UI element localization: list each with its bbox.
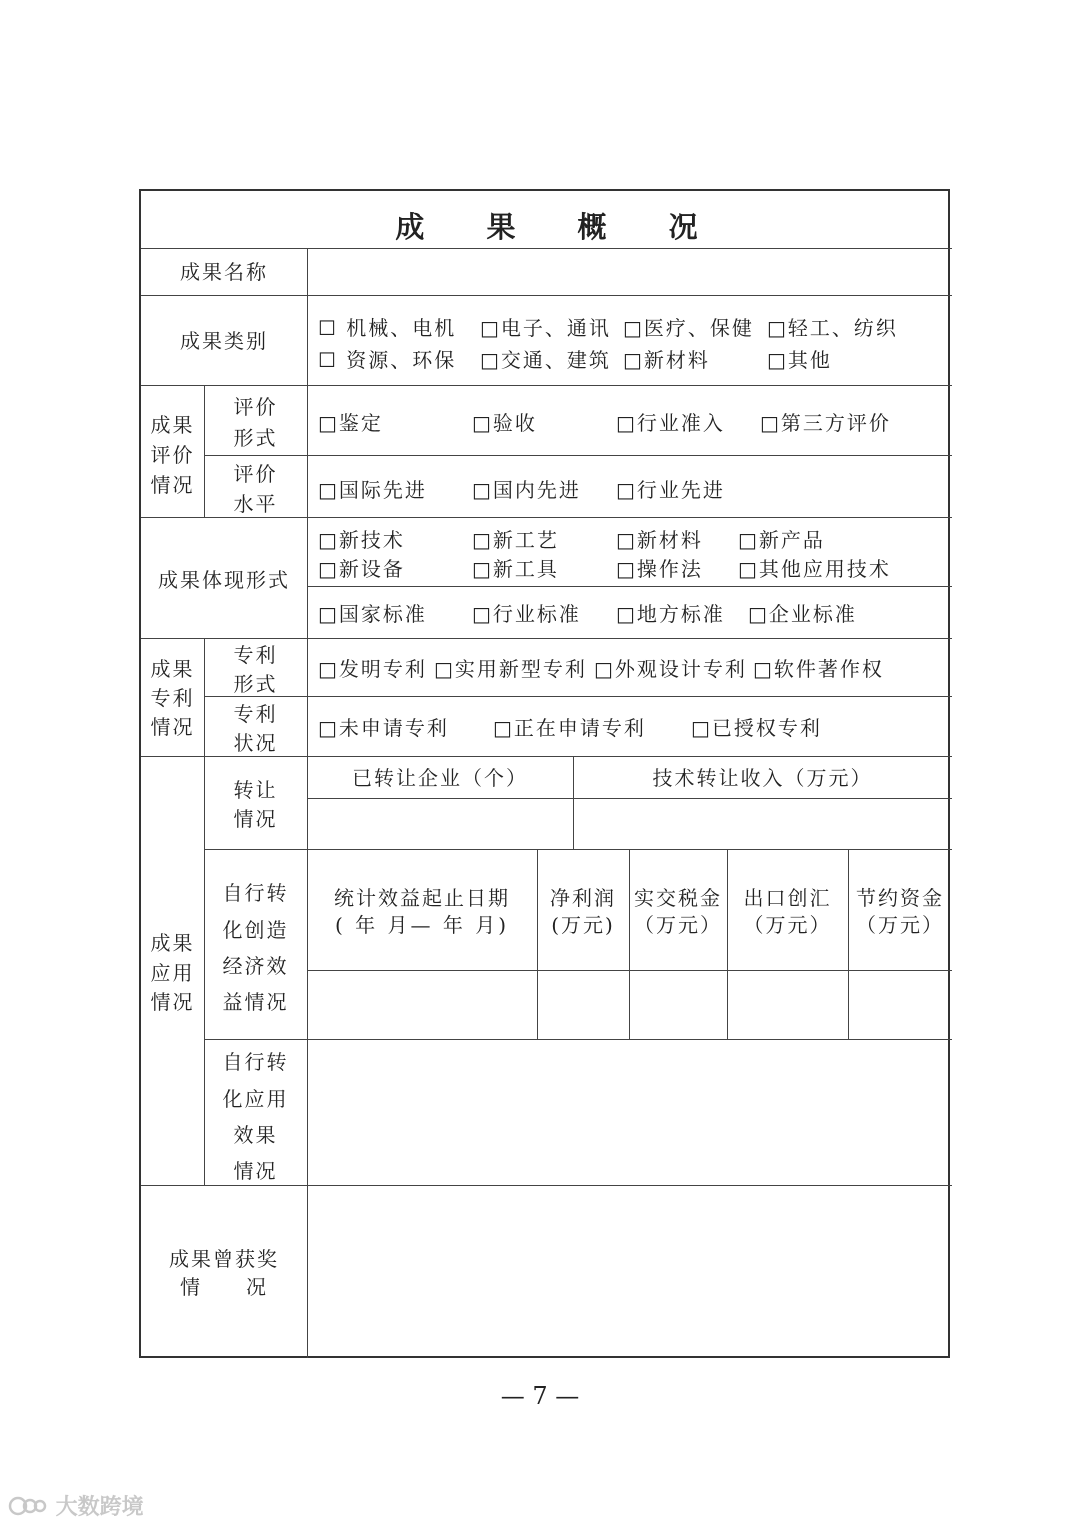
application-label-1: 成果 <box>150 931 195 955</box>
awards-input-cell[interactable] <box>309 1187 950 1356</box>
patent-label-1: 成果 <box>150 657 195 681</box>
patent-type-label-1: 专利 <box>233 643 278 667</box>
watermark <box>8 1490 144 1521</box>
evaluation-option-industry-access[interactable]: □行业准入 <box>616 411 725 435</box>
level-option-international[interactable]: □国际先进 <box>318 478 427 502</box>
evaluation-form-label-2: 形式 <box>233 426 278 450</box>
patent-label-2: 专利 <box>150 686 195 710</box>
category-option-resources[interactable]: ☐ 资源、环保 <box>318 348 457 372</box>
category-option-electronics[interactable]: □电子、通讯 <box>480 316 611 340</box>
patent-status-applying[interactable]: □正在申请专利 <box>493 716 646 740</box>
benefit-header-export-unit: （万元） <box>743 913 832 937</box>
form-title: 成 果 概 况 <box>395 210 724 244</box>
evaluation-label-1: 成果 <box>150 413 195 437</box>
benefit-header-period: 统计效益起止日期 <box>334 886 510 910</box>
benefit-header-saving-unit: （万元） <box>856 913 944 937</box>
category-option-medical[interactable]: □医疗、保健 <box>623 316 754 340</box>
patent-option-invention[interactable]: □发明专利 <box>318 657 427 681</box>
embodiment-label: 成果体现形式 <box>158 568 290 592</box>
patent-status-label-1: 专利 <box>233 702 278 726</box>
patent-option-utility[interactable]: □实用新型专利 <box>434 657 587 681</box>
benefit-label-4: 益情况 <box>222 990 289 1014</box>
benefit-header-saving: 节约资金 <box>856 886 944 910</box>
benefit-header-export: 出口创汇 <box>743 886 832 910</box>
effect-label-4: 情况 <box>233 1159 278 1183</box>
embodiment-option-new-equipment[interactable]: □新设备 <box>318 557 405 581</box>
standard-option-local[interactable]: □地方标准 <box>616 602 725 626</box>
transfer-companies-input[interactable] <box>309 800 571 847</box>
category-option-transport[interactable]: □交通、建筑 <box>480 348 611 372</box>
category-option-new-materials[interactable]: □新材料 <box>623 348 710 372</box>
benefit-header-profit-unit: (万元) <box>551 913 615 937</box>
effect-label-3: 效果 <box>233 1123 278 1147</box>
benefit-header-tax: 实交税金 <box>634 886 722 910</box>
level-option-industry[interactable]: □行业先进 <box>616 478 725 502</box>
page-number: — 7 — <box>500 1382 580 1410</box>
benefit-label-3: 经济效 <box>222 954 289 978</box>
evaluation-level-label-2: 水平 <box>233 492 278 516</box>
transfer-header-companies: 已转让企业（个） <box>352 766 528 790</box>
category-option-light-industry[interactable]: □轻工、纺织 <box>767 316 898 340</box>
application-label-3: 情况 <box>150 990 195 1014</box>
evaluation-label-3: 情况 <box>150 473 195 497</box>
benefit-label-1: 自行转 <box>222 881 289 905</box>
patent-status-label-2: 状况 <box>233 731 278 755</box>
effect-label-2: 化应用 <box>222 1087 289 1111</box>
evaluation-option-appraisal[interactable]: □鉴定 <box>318 411 383 435</box>
benefit-tax-input[interactable] <box>631 972 725 1037</box>
evaluation-option-third-party[interactable]: □第三方评价 <box>760 411 891 435</box>
level-option-domestic[interactable]: □国内先进 <box>472 478 581 502</box>
benefit-export-input[interactable] <box>729 972 846 1037</box>
benefit-header-profit: 净利润 <box>550 886 616 910</box>
achievement-overview-form <box>139 189 950 1358</box>
benefit-profit-input[interactable] <box>539 972 627 1037</box>
benefit-header-tax-unit: （万元） <box>634 913 722 937</box>
patent-label-3: 情况 <box>150 715 195 739</box>
evaluation-option-acceptance[interactable]: □验收 <box>472 411 537 435</box>
evaluation-label-2: 评价 <box>150 443 195 467</box>
transfer-income-input[interactable] <box>575 800 950 847</box>
effect-label-1: 自行转 <box>222 1050 289 1074</box>
embodiment-option-new-material[interactable]: □新材料 <box>616 528 703 552</box>
benefit-period-input[interactable] <box>309 972 535 1037</box>
patent-status-granted[interactable]: □已授权专利 <box>691 716 822 740</box>
watermark-text: 大数跨境 <box>55 1495 144 1520</box>
transfer-header-income: 技术转让收入（万元） <box>652 766 873 790</box>
benefit-header-period-range: ( 年 月— 年 月) <box>334 913 510 937</box>
transfer-label-1: 转让 <box>233 778 278 802</box>
application-label-2: 应用 <box>150 961 195 985</box>
watermark-logo-icon <box>8 1495 48 1517</box>
embodiment-option-new-tech[interactable]: □新技术 <box>318 528 405 552</box>
embodiment-option-operation-method[interactable]: □操作法 <box>616 557 703 581</box>
embodiment-option-other-tech[interactable]: □其他应用技术 <box>738 557 891 581</box>
standard-option-enterprise[interactable]: □企业标准 <box>748 602 857 626</box>
patent-type-label-2: 形式 <box>233 672 278 696</box>
category-option-machinery[interactable]: ☐ 机械、电机 <box>318 316 457 340</box>
evaluation-form-label-1: 评价 <box>233 395 278 419</box>
transfer-label-2: 情况 <box>233 807 278 831</box>
standard-option-industry[interactable]: □行业标准 <box>472 602 581 626</box>
effect-input-cell[interactable] <box>309 1041 950 1183</box>
embodiment-option-new-process[interactable]: □新工艺 <box>472 528 559 552</box>
embodiment-option-new-tool[interactable]: □新工具 <box>472 557 559 581</box>
category-label: 成果类别 <box>180 329 268 353</box>
awards-label-2: 情 况 <box>180 1275 268 1299</box>
standard-option-national[interactable]: □国家标准 <box>318 602 427 626</box>
benefit-saving-input[interactable] <box>850 972 950 1037</box>
name-label: 成果名称 <box>180 260 268 284</box>
evaluation-level-label-1: 评价 <box>233 462 278 486</box>
name-input-cell[interactable] <box>309 250 950 293</box>
embodiment-option-new-product[interactable]: □新产品 <box>738 528 825 552</box>
awards-label-1: 成果曾获奖 <box>169 1247 279 1271</box>
patent-option-software[interactable]: □软件著作权 <box>753 657 884 681</box>
patent-status-not-applied[interactable]: □未申请专利 <box>318 716 449 740</box>
patent-option-design[interactable]: □外观设计专利 <box>594 657 747 681</box>
category-option-other[interactable]: □其他 <box>767 348 832 372</box>
benefit-label-2: 化创造 <box>222 918 289 942</box>
